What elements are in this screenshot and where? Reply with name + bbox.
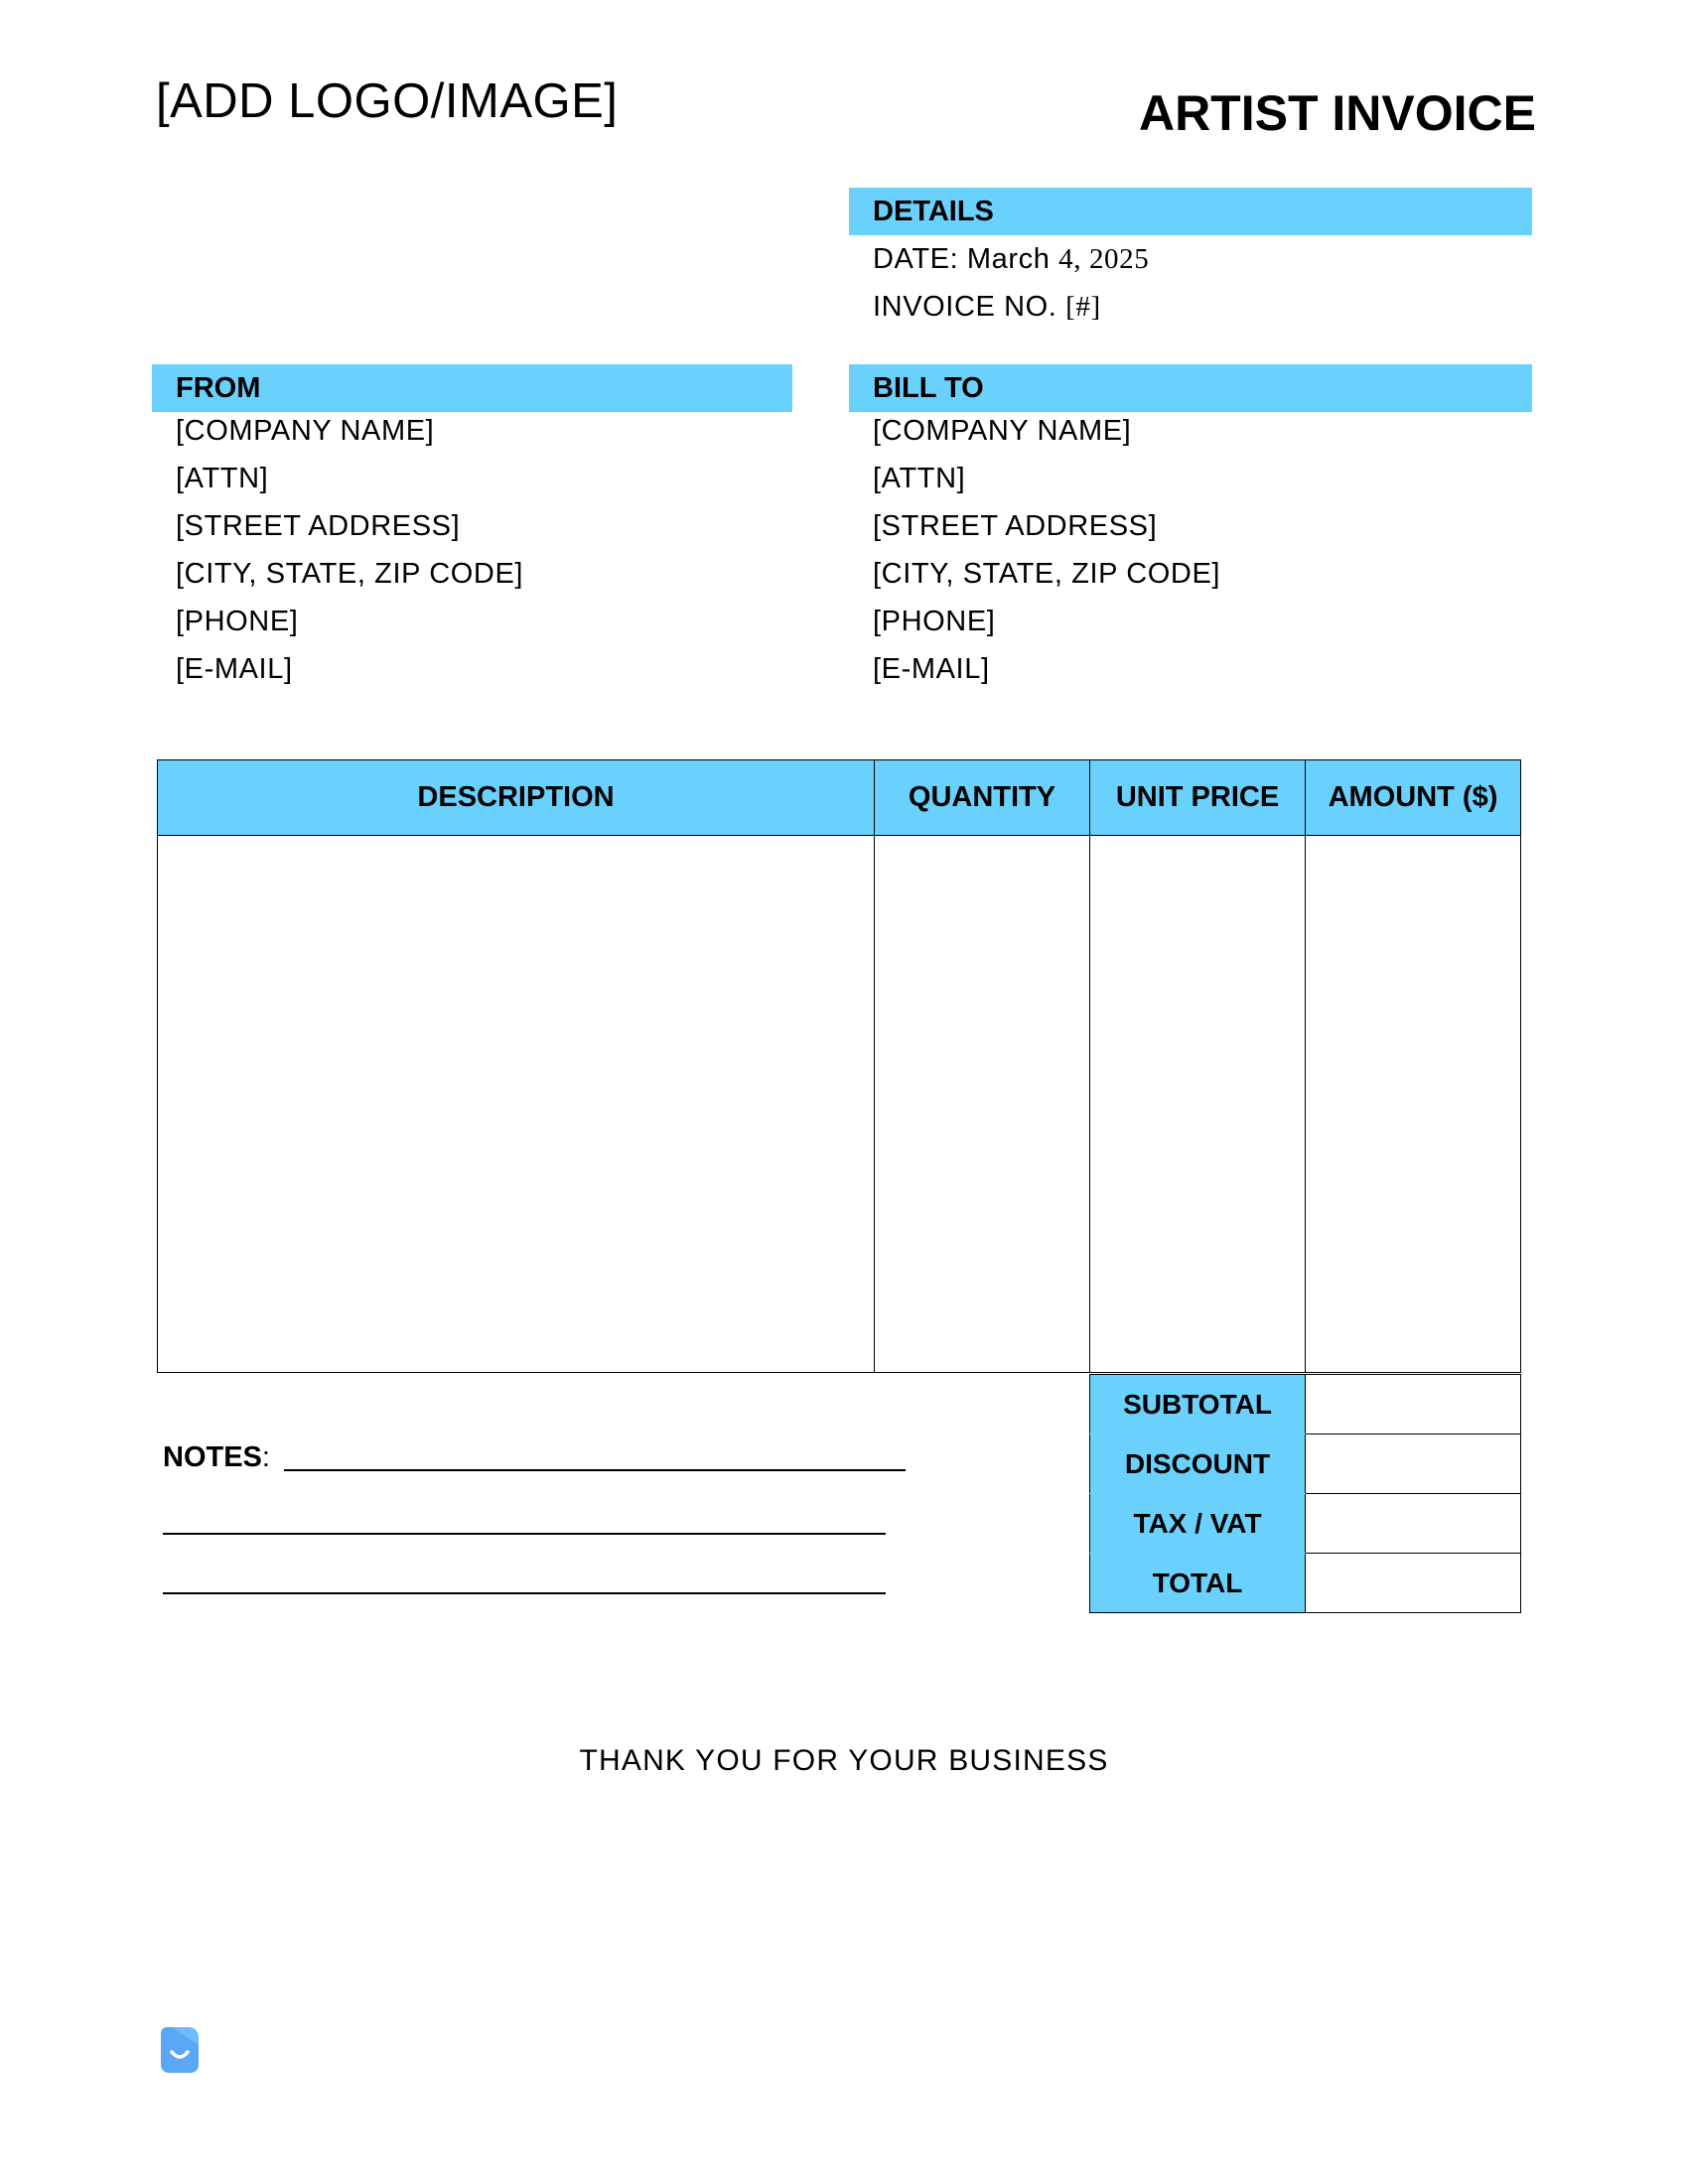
bill-to-email: [E-MAIL] [873,653,990,685]
invoice-number-line [873,283,1149,331]
from-heading: FROM [152,364,792,412]
bill-to-street-address: [STREET ADDRESS] [873,510,1158,542]
bill-to-phone: [PHONE] [873,606,996,637]
amount-cell[interactable] [1306,836,1521,1373]
totals-table [1089,1374,1521,1613]
brand-logo-icon [159,2025,201,2075]
unit-price-cell[interactable] [1090,836,1306,1373]
bill-to-company-name: [COMPANY NAME] [873,415,1132,447]
details-block [873,235,1149,331]
logo-placeholder: [ADD LOGO/IMAGE] [156,74,619,128]
date-line [873,235,1149,283]
from-city-state-zip: [CITY, STATE, ZIP CODE] [176,558,524,590]
from-street-address: [STREET ADDRESS] [176,510,461,542]
bill-to-attn: [ATTN] [873,463,966,494]
date-label: DATE: March [873,243,1051,275]
subtotal-value[interactable] [1306,1375,1521,1434]
total-value[interactable] [1306,1554,1521,1613]
bill-to-heading: BILL TO [849,364,1532,412]
invoice-title: ARTIST INVOICE [1138,85,1536,141]
line-items-table [157,759,1521,1373]
from-company-name: [COMPANY NAME] [176,415,435,447]
table-row [158,836,1521,1373]
details-heading: DETAILS [849,188,1532,235]
notes-label-colon: : [261,1441,270,1473]
notes-label [163,1437,270,1477]
date-value: 4, 2025 [1058,243,1150,275]
discount-label: DISCOUNT [1090,1434,1306,1494]
tax-row [1090,1494,1521,1554]
discount-row [1090,1434,1521,1494]
from-email: [E-MAIL] [176,653,293,685]
notes-line-3[interactable] [163,1592,886,1594]
table-header-row [158,760,1521,836]
total-row [1090,1554,1521,1613]
from-phone: [PHONE] [176,606,299,637]
notes-line-2[interactable] [163,1533,886,1535]
from-address-block [176,407,523,693]
thank-you-message: THANK YOU FOR YOUR BUSINESS [579,1744,1109,1777]
bill-to-city-state-zip: [CITY, STATE, ZIP CODE] [873,558,1221,590]
subtotal-row [1090,1375,1521,1434]
tax-value[interactable] [1306,1494,1521,1554]
column-header-amount: AMOUNT ($) [1306,760,1521,836]
subtotal-label: SUBTOTAL [1090,1375,1306,1434]
tax-label: TAX / VAT [1090,1494,1306,1554]
notes-label-text: NOTES [163,1441,262,1473]
quantity-cell[interactable] [875,836,1090,1373]
column-header-unit-price: UNIT PRICE [1090,760,1306,836]
notes-line-1[interactable] [284,1469,906,1471]
column-header-quantity: QUANTITY [875,760,1090,836]
from-attn: [ATTN] [176,463,269,494]
bill-to-address-block [873,407,1220,693]
total-label: TOTAL [1090,1554,1306,1613]
invoice-number-label: INVOICE NO. [873,291,1057,323]
discount-value[interactable] [1306,1434,1521,1494]
column-header-description: DESCRIPTION [158,760,875,836]
description-cell[interactable] [158,836,875,1373]
invoice-number-value: [#] [1065,291,1101,323]
